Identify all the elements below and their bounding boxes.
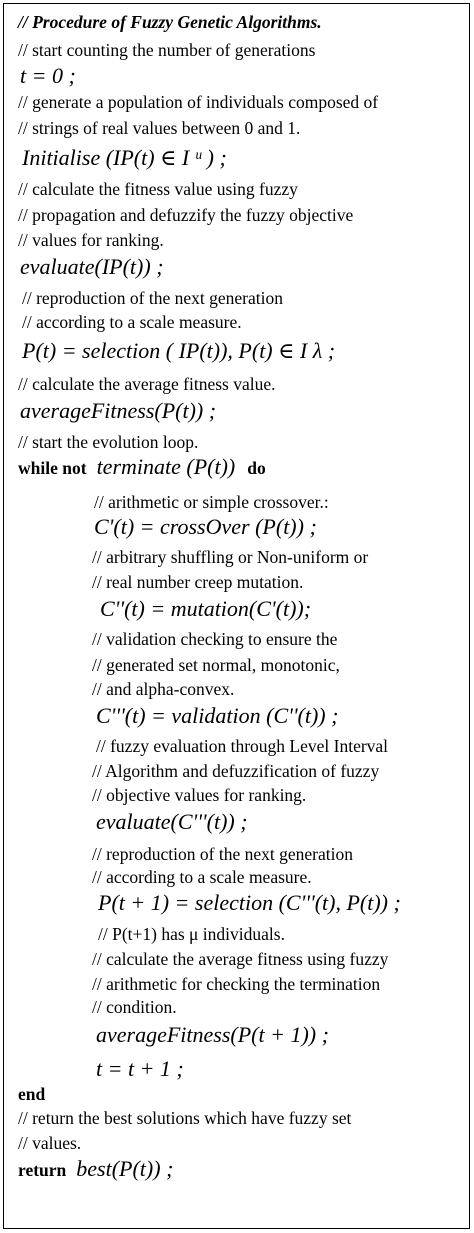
do-keyword: do [247,458,266,478]
comment-line: // calculate the fitness value using fuzzy [18,179,298,199]
comment-line: // generate a population of individuals composed of [18,92,379,112]
comment-line: // Algorithm and defuzzification of fuzzy [92,761,380,781]
comment-line: // return the best solutions which have fuzzy set [18,1108,352,1128]
end-keyword: end [18,1084,46,1104]
loop-condition: terminate (P(t)) [96,454,236,479]
comment-line: // calculate the average fitness value. [18,374,276,394]
statement-line: C'''(t) = validation (C''(t)) ; [96,703,339,728]
statement-line: C''(t) = mutation(C'(t)); [100,596,312,621]
statement-line: evaluate(IP(t)) ; [20,254,164,279]
comment-line: // strings of real values between 0 and 1. [18,118,301,138]
comment-line: // arbitrary shuffling or Non-uniform or [92,547,369,567]
statement-line: P(t) = selection ( IP(t)), P(t) ∈ I λ ; [22,338,336,363]
comment-line: // fuzzy evaluation through Level Interval [96,736,389,756]
comment-line: // P(t+1) has μ individuals. [98,924,285,944]
comment-line: // reproduction of the next generation [22,288,283,308]
comment-line: // arithmetic for checking the termination [92,974,381,994]
statement-line: Initialise (IP(t) ∈ I ᵘ ) ; [22,145,227,170]
comment-line: // and alpha-convex. [92,679,235,699]
comment-line: // arithmetic or simple crossover.: [94,492,329,512]
comment-line: // according to a scale measure. [22,312,242,332]
comment-line: // generated set normal, monotonic, [92,655,340,675]
statement-line: averageFitness(P(t + 1)) ; [96,1022,329,1047]
return-statement [18,1156,173,1182]
comment-line: // validation checking to ensure the [92,629,338,649]
comment-line: // propagation and defuzzify the fuzzy objective [18,205,354,225]
comment-line: // values for ranking. [18,230,164,250]
comment-line: // according to a scale measure. [92,867,312,887]
algorithm-title: // Procedure of Fuzzy Genetic Algorithms. [18,12,322,32]
while-not-keyword: while not [18,458,87,478]
return-expression: best(P(t)) ; [76,1156,174,1181]
comment-line: // real number creep mutation. [92,572,304,592]
algorithm-box [3,3,470,1229]
statement-line: t = t + 1 ; [96,1056,184,1081]
return-keyword: return [18,1160,67,1180]
statement-line: averageFitness(P(t)) ; [20,398,217,423]
comment-line: // reproduction of the next generation [92,844,353,864]
comment-line: // condition. [92,997,177,1017]
comment-line: // objective values for ranking. [92,785,307,805]
comment-line: // values. [18,1133,82,1153]
statement-line: t = 0 ; [20,63,76,88]
statement-line: C'(t) = crossOver (P(t)) ; [94,514,317,539]
comment-line: // start counting the number of generations [18,40,316,60]
while-loop-header [18,454,266,480]
comment-line: // start the evolution loop. [18,432,199,452]
comment-line: // calculate the average fitness using fuzzy [92,949,389,969]
statement-line: P(t + 1) = selection (C'''(t), P(t)) ; [98,890,401,915]
statement-line: evaluate(C'''(t)) ; [96,809,248,834]
